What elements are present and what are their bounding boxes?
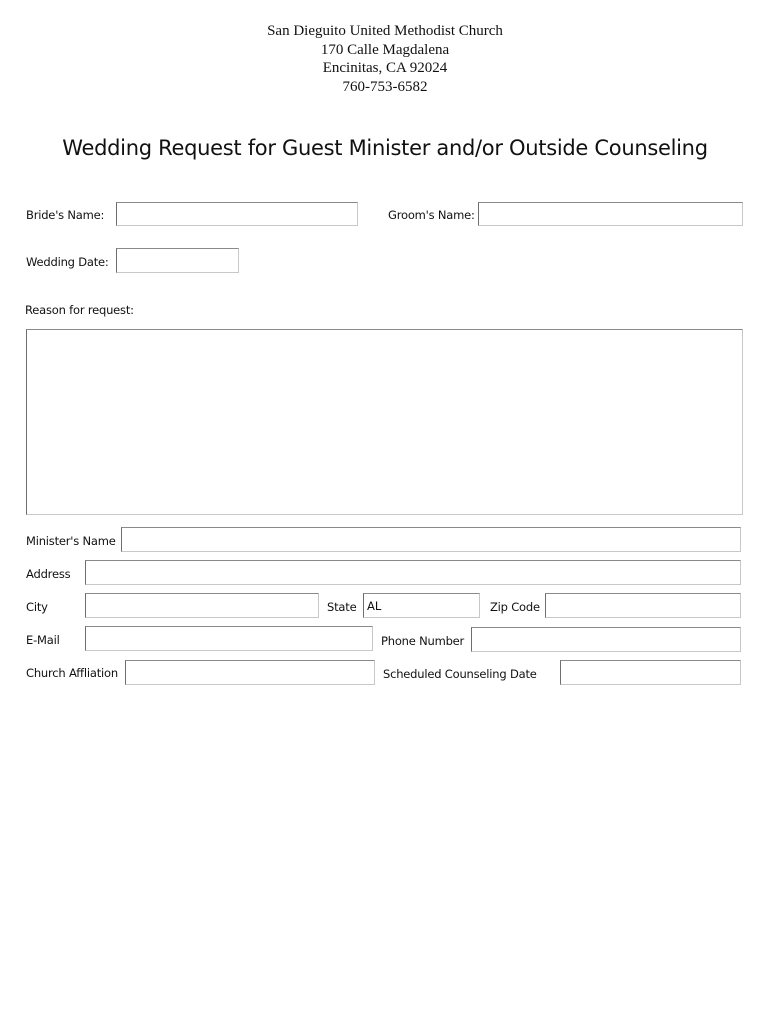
scheduled-counseling-date-field[interactable] [560, 660, 741, 685]
city-field[interactable] [85, 593, 319, 618]
zip-code-field[interactable] [545, 593, 741, 618]
wedding-date-label: Wedding Date: [26, 255, 109, 269]
minister-name-label: Minister's Name [26, 534, 116, 548]
church-header [0, 22, 770, 96]
form-title: Wedding Request for Guest Minister and/or Outside Counseling [62, 136, 708, 160]
address-field[interactable] [85, 560, 741, 585]
reason-textarea[interactable] [26, 329, 743, 515]
bride-name-label: Bride's Name: [26, 208, 105, 222]
address-label: Address [26, 567, 71, 581]
phone-number-label: Phone Number [381, 634, 465, 648]
state-label: State [327, 600, 357, 614]
church-street: 170 Calle Magdalena [320, 41, 450, 58]
email-field[interactable] [85, 626, 373, 651]
groom-name-label: Groom's Name: [388, 208, 475, 222]
church-phone: 760-753-6582 [342, 78, 428, 95]
city-label: City [26, 600, 48, 614]
church-affiliation-label: Church Affliation [26, 666, 118, 680]
church-name: San Dieguito United Methodist Church [267, 23, 503, 39]
wedding-date-field[interactable] [116, 248, 239, 273]
groom-name-field[interactable] [478, 202, 743, 226]
church-city: Encinitas, CA 92024 [322, 60, 448, 76]
church-affiliation-field[interactable] [125, 660, 375, 685]
phone-number-field[interactable] [471, 627, 741, 652]
scheduled-counseling-date-label: Scheduled Counseling Date [383, 667, 537, 681]
reason-label: Reason for request: [25, 303, 134, 317]
zip-code-label: Zip Code [490, 600, 540, 614]
bride-name-field[interactable] [116, 202, 358, 226]
state-field[interactable] [363, 593, 480, 618]
minister-name-field[interactable] [121, 527, 741, 552]
email-label: E-Mail [26, 633, 60, 647]
